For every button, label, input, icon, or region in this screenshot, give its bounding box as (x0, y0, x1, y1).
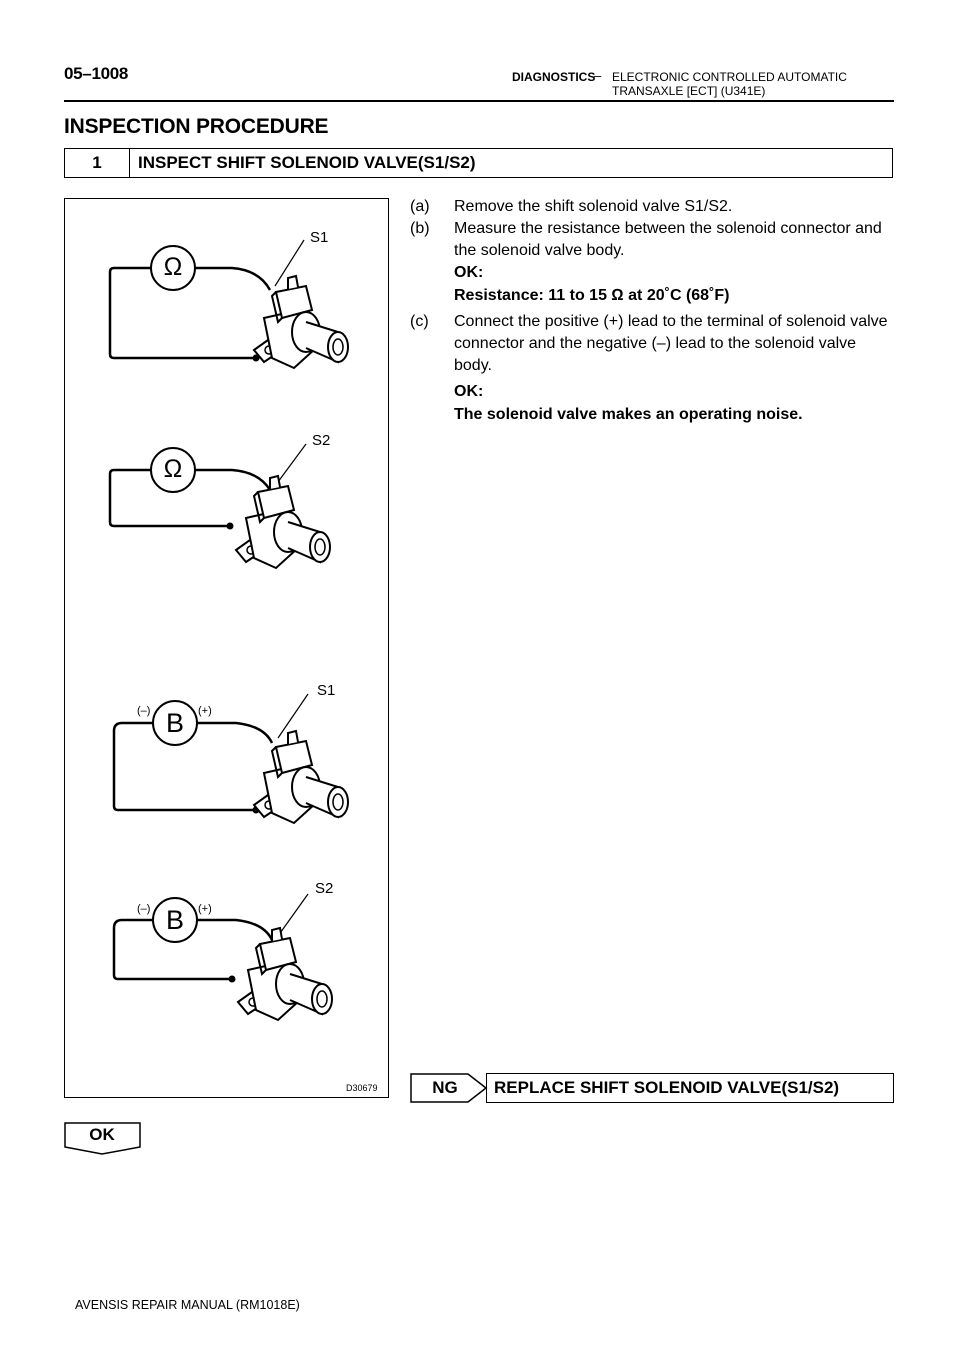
instruction-label: (a) (410, 198, 430, 215)
instruction-text: Remove the shift solenoid valve S1/S2. (454, 198, 733, 215)
instruction-c (410, 311, 900, 377)
instruction-text: Measure the resistance between the solenoid connector and the solenoid valve body. (454, 220, 882, 259)
ok-criteria-label: OK: (454, 264, 484, 281)
positive-terminal-label: (+) (198, 705, 212, 717)
ng-action-text: REPLACE SHIFT SOLENOID VALVE(S1/S2) (494, 1078, 840, 1097)
step-title: INSPECT SHIFT SOLENOID VALVE(S1/S2) (138, 153, 476, 172)
header-dash: – (594, 68, 602, 83)
negative-terminal-label: (–) (137, 705, 151, 717)
ok-criteria-label: OK: (454, 383, 484, 400)
ok-label: OK (89, 1125, 115, 1144)
ok-criteria-value: Resistance: 11 to 15 Ω at 20˚C (68˚F) (454, 287, 730, 304)
ok-criteria-value: The solenoid valve makes an operating noise. (454, 406, 803, 423)
figure-label-s2: S2 (312, 432, 331, 449)
step-divider (129, 148, 130, 178)
battery-icon: B (165, 708, 184, 738)
step-number: 1 (92, 153, 102, 172)
header-title: ELECTRONIC CONTROLLED AUTOMATIC TRANSAXLE [ECT] (U341E) (612, 70, 847, 98)
instruction-label: (c) (410, 313, 429, 330)
figure-label-s1: S1 (317, 682, 336, 699)
header-rule (64, 100, 894, 102)
instruction-text: Connect the positive (+) lead to the terminal of solenoid valve connector and the negative (–) lead to the solenoid valve body. (454, 313, 888, 374)
figure-label-s1: S1 (310, 229, 329, 246)
page-number: 05–1008 (64, 64, 129, 83)
battery-icon: B (165, 905, 184, 935)
footer-manual-id: AVENSIS REPAIR MANUAL (RM1018E) (75, 1298, 300, 1312)
section-title: INSPECTION PROCEDURE (64, 115, 329, 138)
figure-label-s2: S2 (315, 880, 334, 897)
instruction-b (410, 218, 900, 262)
header-section: DIAGNOSTICS (512, 70, 596, 84)
ng-label: NG (432, 1078, 458, 1097)
ohmmeter-icon: Ω (163, 455, 183, 483)
ohmmeter-icon: Ω (163, 253, 183, 281)
panel-s1-ohm (110, 240, 348, 368)
instruction-a (410, 196, 900, 220)
instruction-label: (b) (410, 220, 430, 237)
negative-terminal-label: (–) (137, 903, 151, 915)
positive-terminal-label: (+) (198, 903, 212, 915)
solenoid-illustration (64, 198, 389, 1098)
figure-code: D30679 (346, 1083, 378, 1093)
panel-s2-ohm (110, 444, 330, 568)
